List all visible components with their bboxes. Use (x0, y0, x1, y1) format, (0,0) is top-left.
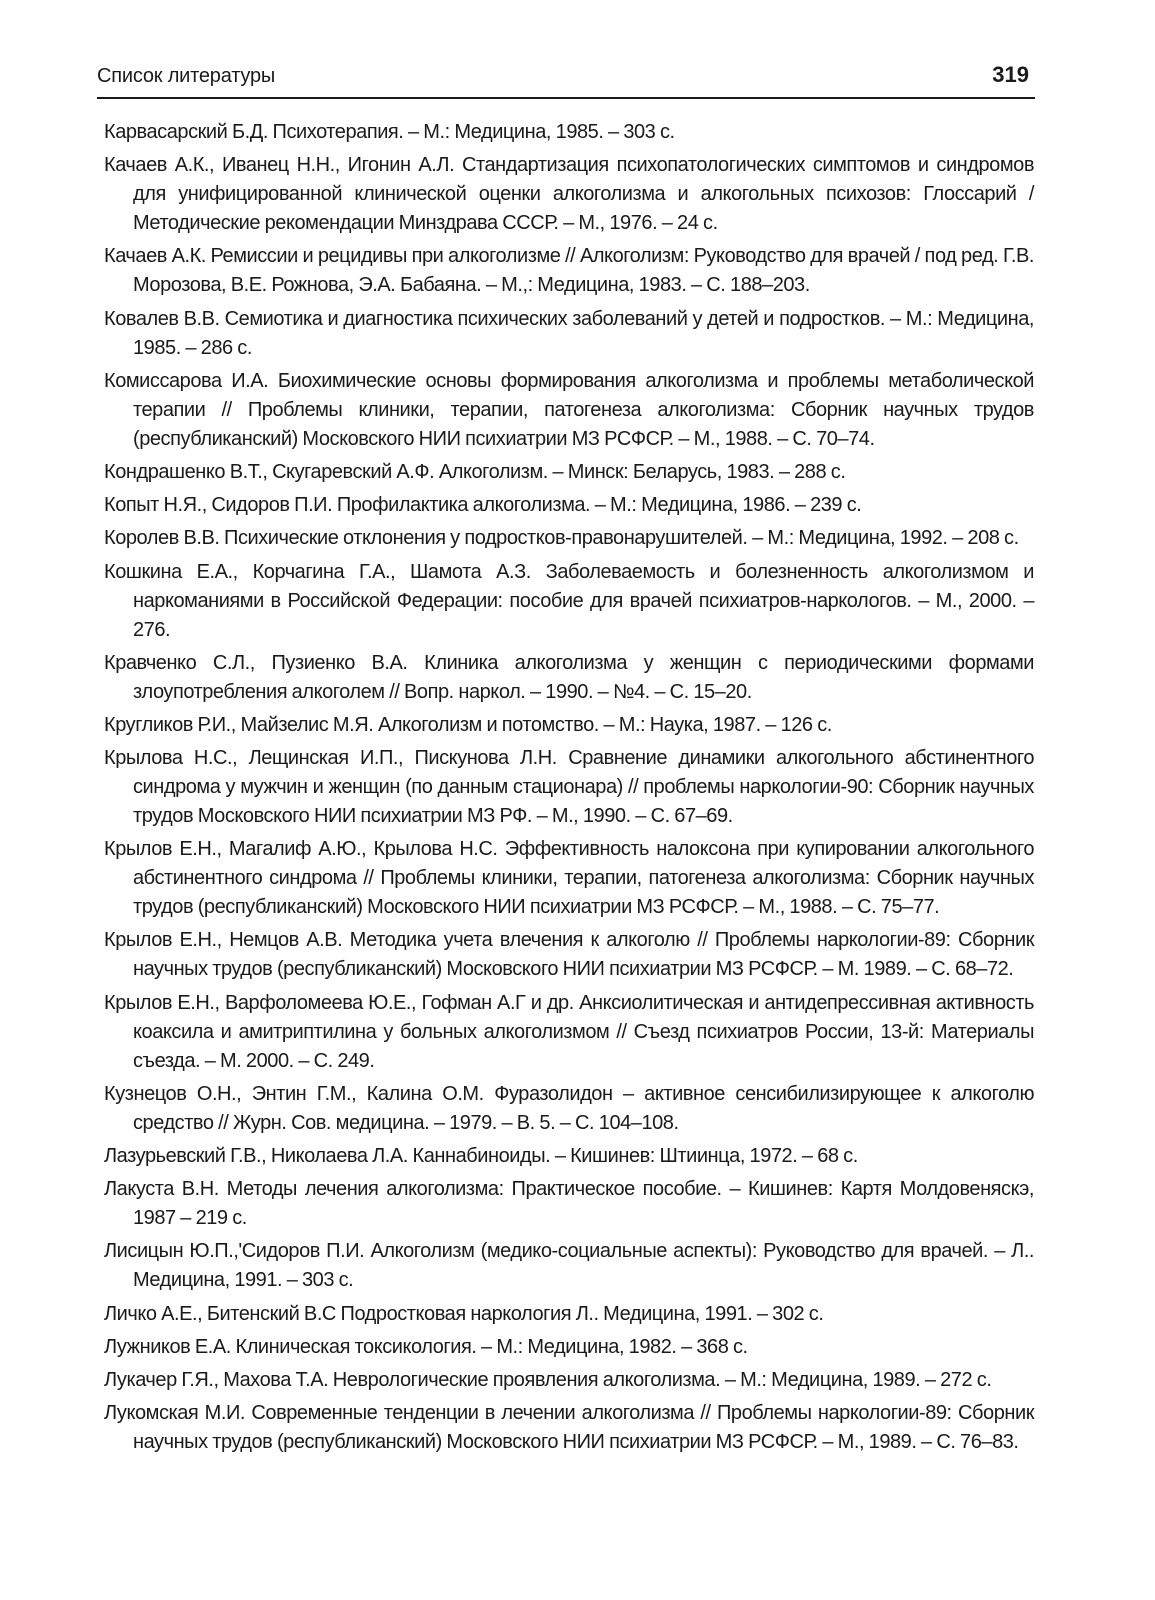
bibliography-entry: Королев В.В. Психические отклонения у подростков-правонарушителей. – М.: Медицина, 1992. – 208 с. (104, 527, 1019, 550)
bibliography-entry: Крылова Н.С., Лещинская И.П., Пискунова Л.Н. Сравнение динамики алкогольного абстинентного синдрома у мужчин и женщин (по данным стационара) // проблемы наркологии-90: Сборник научных трудов Московского НИИ психиатрии МЗ РФ. – М., 1990. – С. 67–69. (104, 747, 1034, 828)
bibliography-entry: Крылов Е.Н., Магалиф А.Ю., Крылова Н.С. Эффективность налоксона при купировании алкогольного абстинентного синдрома // Проблемы клиники, терапии, патогенеза алкоголизма: Сборник научных трудов (республиканский) Московского НИИ психиатрии МЗ РСФСР. – М., 1988. – С. 75–77. (104, 838, 1034, 919)
bibliography-entry: Качаев А.К. Ремиссии и рецидивы при алкоголизме // Алкоголизм: Руководство для врачей / под ред. Г.В. Морозова, В.Е. Рожнова, Э.А. Бабаяна. – М.,: Медицина, 1983. – С. 188–203. (104, 245, 1034, 297)
bibliography-entry: Крылов Е.Н., Варфоломеева Ю.Е., Гофман А.Г и др. Анксиолитическая и антидепрессивная активность коаксила и амитриптилина у больных алкоголизмом // Съезд психиатров России, 13-й: Материалы съезда. – М. 2000. – С. 249. (104, 991, 1034, 1072)
header-rule (97, 97, 1035, 99)
bibliography-entry: Лазурьевский Г.В., Николаева Л.А. Каннабиноиды. – Кишинев: Штиинца, 1972. – 68 с. (104, 1145, 858, 1167)
bibliography-entry: Кондрашенко В.Т., Скугаревский А.Ф. Алкоголизм. – Минск: Беларусь, 1983. – 288 с. (104, 460, 846, 483)
bibliography-entry: Кравченко С.Л., Пузиенко В.А. Клиника алкоголизма у женщин с периодическими формами злоупотребления алкоголем // Вопр. наркол. – 1990. – №4. – С. 15–20. (104, 651, 1034, 703)
bibliography-entry: Крылов Е.Н., Немцов А.В. Методика учета влечения к алкоголю // Проблемы наркологии-89: Сборник научных трудов (республиканский) Московского НИИ психиатрии МЗ РСФСР. – М. 1989. – С. 68–72. (104, 929, 1034, 981)
running-header (97, 60, 1035, 100)
page-number: 319 (992, 62, 1029, 87)
bibliography-entry: Карвасарский Б.Д. Психотерапия. – М.: Медицина, 1985. – 303 с. (104, 121, 675, 143)
bibliography-entry: Комиссарова И.А. Биохимические основы формирования алкоголизма и проблемы метаболической терапии // Проблемы клиники, терапии, патогенеза алкоголизма: Сборник научных трудов (республиканский) Московского НИИ психиатрии МЗ РСФСР. – М., 1988. – С. 70–74. (104, 369, 1034, 450)
bibliography-entry: Лукомская М.И. Современные тенденции в лечении алкоголизма // Проблемы наркологии-89: Сборник научных трудов (республиканский) Московского НИИ психиатрии МЗ РСФСР. – М., 1989. – С. 76–83. (104, 1402, 1034, 1454)
bibliography-entry: Кругликов Р.И., Майзелис М.Я. Алкоголизм и потомство. – М.: Наука, 1987. – 126 с. (104, 713, 832, 736)
bibliography-entry: Лисицын Ю.П.,'Сидоров П.И. Алкоголизм (медико-социальные аспекты): Руководство для врачей. – Л.. Медицина, 1991. – 303 с. (104, 1240, 1034, 1292)
bibliography-entry: Ковалев В.В. Семиотика и диагностика психических заболеваний у детей и подростков. – М.: Медицина, 1985. – 286 с. (104, 307, 1034, 359)
bibliography-entry: Копыт Н.Я., Сидоров П.И. Профилактика алкоголизма. – М.: Медицина, 1986. – 239 с. (104, 494, 862, 517)
bibliography-entry: Личко А.Е., Битенский В.С Подростковая наркология Л.. Медицина, 1991. – 302 с. (104, 1302, 824, 1325)
bibliography-entry: Лакуста В.Н. Методы лечения алкоголизма: Практическое пособие. – Кишинев: Картя Молдовеняскэ, 1987 – 219 с. (104, 1178, 1034, 1230)
bibliography-entry: Лужников Е.А. Клиническая токсикология. – М.: Медицина, 1982. – 368 с. (104, 1335, 748, 1358)
running-title: Список литературы (97, 65, 276, 87)
bibliography-entry: Лукачер Г.Я., Махова Т.А. Неврологические проявления алкоголизма. – М.: Медицина, 1989. – 272 с. (104, 1368, 992, 1391)
bibliography-list (104, 118, 1034, 1461)
bibliography-entry: Кузнецов О.Н., Энтин Г.М., Калина О.М. Фуразолидон – активное сенсибилизирующее к алкоголю средство // Журн. Сов. медицина. – 1979. – В. 5. – С. 104–108. (104, 1082, 1034, 1134)
bibliography-entry: Качаев А.К., Иванец Н.Н., Игонин А.Л. Стандартизация психопатологических симптомов и синдромов для унифицированной клинической оценки алкоголизма и алкогольных психозов: Глоссарий / Методические рекомендации Минздрава СССР. – М., 1976. – 24 с. (104, 154, 1034, 235)
bibliography-entry: Кошкина Е.А., Корчагина Г.А., Шамота А.З. Заболеваемость и болезненность алкоголизмом и наркоманиями в Российской Федерации: пособие для врачей психиатров-наркологов. – М., 2000. – 276. (104, 560, 1034, 641)
